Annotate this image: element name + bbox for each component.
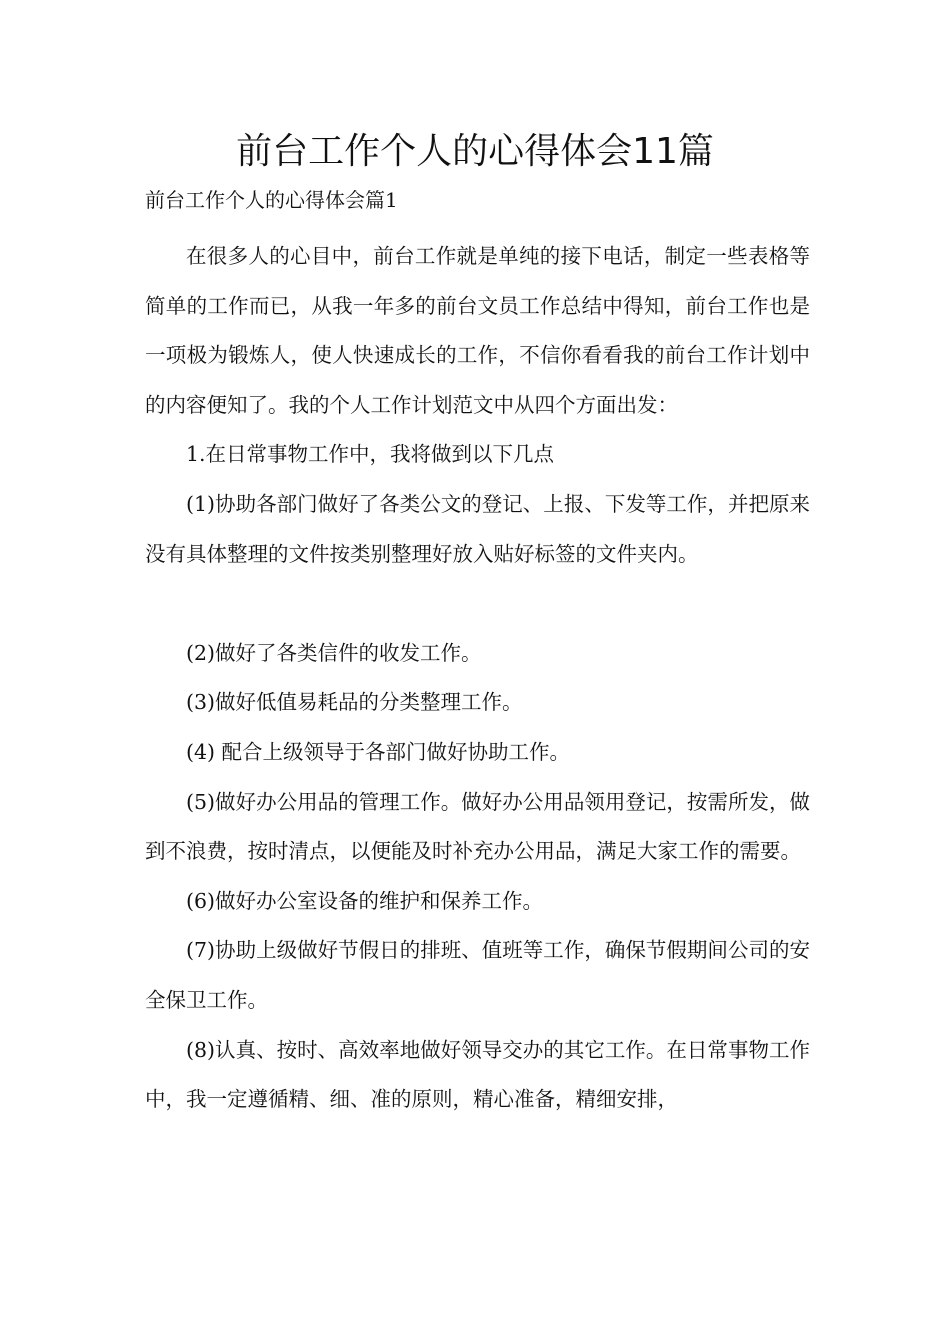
paragraph-item-6: (6)做好办公室设备的维护和保养工作。 (186, 888, 544, 913)
paragraph-item-7: (7)协助上级做好节假日的排班、值班等工作，确保节假期间公司的安全保卫工作。 (145, 938, 810, 1012)
document-body (145, 232, 810, 1125)
paragraph-point-1: 1.在日常事物工作中，我将做到以下几点 (186, 442, 555, 467)
document-title: 前台工作个人的心得体会11篇 (236, 131, 714, 172)
paragraph-item-1: (1)协助各部门做好了各类公文的登记、上报、下发等工作，并把原来没有具体整理的文件按类别整理好放入贴好标签的文件夹内。 (145, 491, 810, 566)
paragraph-item-3: (3)做好低值易耗品的分类整理工作。 (186, 690, 523, 715)
section-heading: 前台工作个人的心得体会篇1 (145, 188, 398, 212)
paragraph-item-2: (2)做好了各类信件的收发工作。 (186, 640, 482, 665)
paragraph-item-5: (5)做好办公用品的管理工作。做好办公用品领用登记，按需所发，做到不浪费，按时清点，以便能及时补充办公用品，满足大家工作的需要。 (145, 789, 810, 864)
paragraph-intro: 在很多人的心目中，前台工作就是单纯的接下电话，制定一些表格等简单的工作而已，从我一年多的前台文员工作总结中得知，前台工作也是一项极为锻炼人，使人快速成长的工作，不信你看看我的前台工作计划中的内容便知了。我的个人工作计划范文中从四个方面出发： (145, 244, 810, 417)
paragraph-item-4: (4) 配合上级领导于各部门做好协助工作。 (186, 739, 571, 764)
paragraph-item-8: (8)认真、按时、高效率地做好领导交办的其它工作。在日常事物工作中，我一定遵循精、细、准的原则，精心准备，精细安排， (145, 1037, 810, 1112)
